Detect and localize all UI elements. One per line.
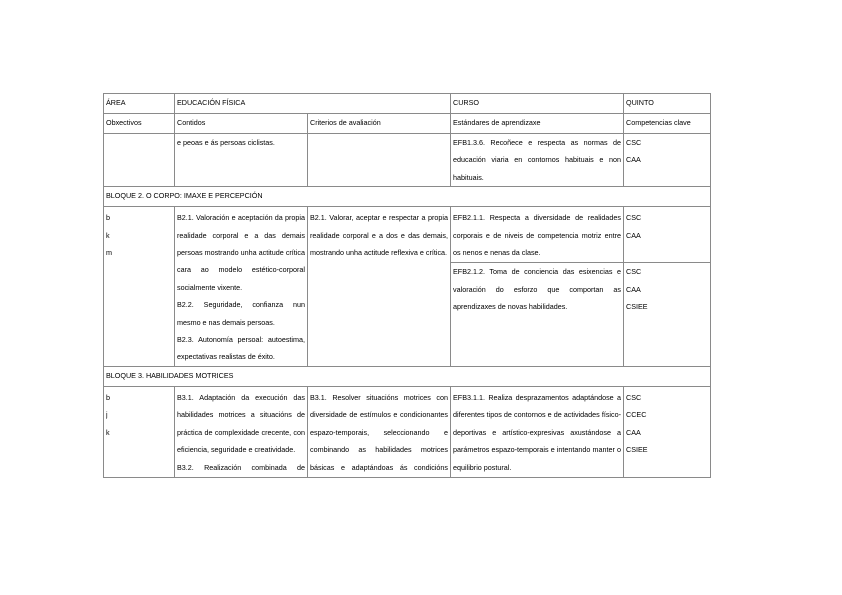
estandar-cell: EFB2.1.1. Respecta a diversidade de realidades corporais e de niveis de competencia motriz entre os nenos e nenas da clase. xyxy=(451,207,624,263)
col-objectivos: Obxectivos xyxy=(104,114,175,134)
bloque3-row xyxy=(104,386,711,477)
bloque-header-row xyxy=(104,187,711,207)
header-row xyxy=(104,94,711,114)
curso-value: QUINTO xyxy=(624,94,711,114)
contido-item: B2.1. Valoración e aceptación da propia realidade corporal e a das demais persoas mostrando unha actitude crítica cara ao modelo estético-corporal socialmente vixente. xyxy=(177,213,305,292)
criterios-cell xyxy=(308,134,451,187)
competencias-cell xyxy=(624,386,711,477)
competencia-code: CAA xyxy=(626,230,641,240)
competencias-cell xyxy=(624,263,711,367)
area-label: ÁREA xyxy=(104,94,175,114)
contidos-cell xyxy=(175,207,308,367)
continuation-row xyxy=(104,134,711,187)
objectivos-cell xyxy=(104,134,175,187)
objectivo-code: k xyxy=(106,427,110,437)
competencia-code: CSC xyxy=(626,267,642,277)
objectivo-code: j xyxy=(106,410,108,420)
col-contidos: Contidos xyxy=(175,114,308,134)
col-criterios: Criterios de avaliación xyxy=(308,114,451,134)
estandar-text: EFB3.1.1. Realiza desprazamentos adaptándose a diferentes tipos de contornos e de actividades físico-deportivas e artístico-expresivas axustándose a parámetros espazo-temporais e intentando manter o equilibrio postural. xyxy=(453,392,622,472)
objectivo-code: b xyxy=(106,213,110,223)
competencia-code: CSIEE xyxy=(626,445,648,455)
contido-item: B3.1. Adaptación da execución das habilidades motrices a situacións de práctica de complexidade crecente, con eficiencia, seguridade e creatividade. xyxy=(177,392,305,455)
curriculum-table xyxy=(103,93,711,478)
estandar-cell: EFB2.1.2. Toma de conciencia das esixencias e valoración do esforzo que comportan as aprendizaxes de novas habilidades. xyxy=(451,263,624,367)
contido-item: B3.2. Realización combinada de xyxy=(177,462,305,472)
criterio-cell xyxy=(308,386,451,477)
competencia-code: CSIEE xyxy=(626,302,648,312)
competencia-code: CAA xyxy=(626,155,641,165)
competencias-cell xyxy=(624,134,711,187)
col-estandares: Estándares de aprendizaxe xyxy=(451,114,624,134)
objectivos-cell xyxy=(104,386,175,477)
contido-item: B2.2. Seguridade, confianza nun mesmo e nas demais persoas. xyxy=(177,300,305,327)
contidos-cell: e peoas e ás persoas ciclistas. xyxy=(175,134,308,187)
bloque-header-row xyxy=(104,366,711,386)
competencias-cell xyxy=(624,207,711,263)
area-value: EDUCACIÓN FÍSICA xyxy=(175,94,451,114)
competencia-code: CSC xyxy=(626,138,642,147)
col-competencias: Competencias clave xyxy=(624,114,711,134)
competencia-code: CAA xyxy=(626,427,641,437)
curso-label: CURSO xyxy=(451,94,624,114)
competencia-code: CCEC xyxy=(626,410,647,420)
contido-item: B2.3. Autonomía persoal: autoestima, expectativas realistas de éxito. xyxy=(177,335,305,362)
bloque2-title: BLOQUE 2. O CORPO: IMAXE E PERCEPCIÓN xyxy=(104,187,711,207)
estandar-cell: EFB1.3.6. Recoñece e respecta as normas de educación viaria en contornos habituais e non habituais. xyxy=(451,134,624,187)
objectivo-code: k xyxy=(106,230,110,240)
contidos-cell xyxy=(175,386,308,477)
competencia-code: CAA xyxy=(626,284,641,294)
objectivos-cell xyxy=(104,207,175,367)
bloque3-title: BLOQUE 3. HABILIDADES MOTRICES xyxy=(104,366,711,386)
column-header-row xyxy=(104,114,711,134)
competencia-code: CSC xyxy=(626,213,642,223)
criterio-text: B3.1. Resolver situacións motrices con diversidade de estímulos e condicionantes espazo-temporais, seleccionando e combinando as habilidades motrices básicas e adaptándoas ás condicións xyxy=(310,392,449,472)
bloque2-row-1 xyxy=(104,207,711,263)
criterio-cell: B2.1. Valorar, aceptar e respectar a propia realidade corporal e a dos e das demais, mostrando unha actitude reflexiva e crítica. xyxy=(308,207,451,367)
objectivo-code: b xyxy=(106,392,110,402)
objectivo-code: m xyxy=(106,248,112,258)
competencia-code: CSC xyxy=(626,392,642,402)
estandar-cell xyxy=(451,386,624,477)
